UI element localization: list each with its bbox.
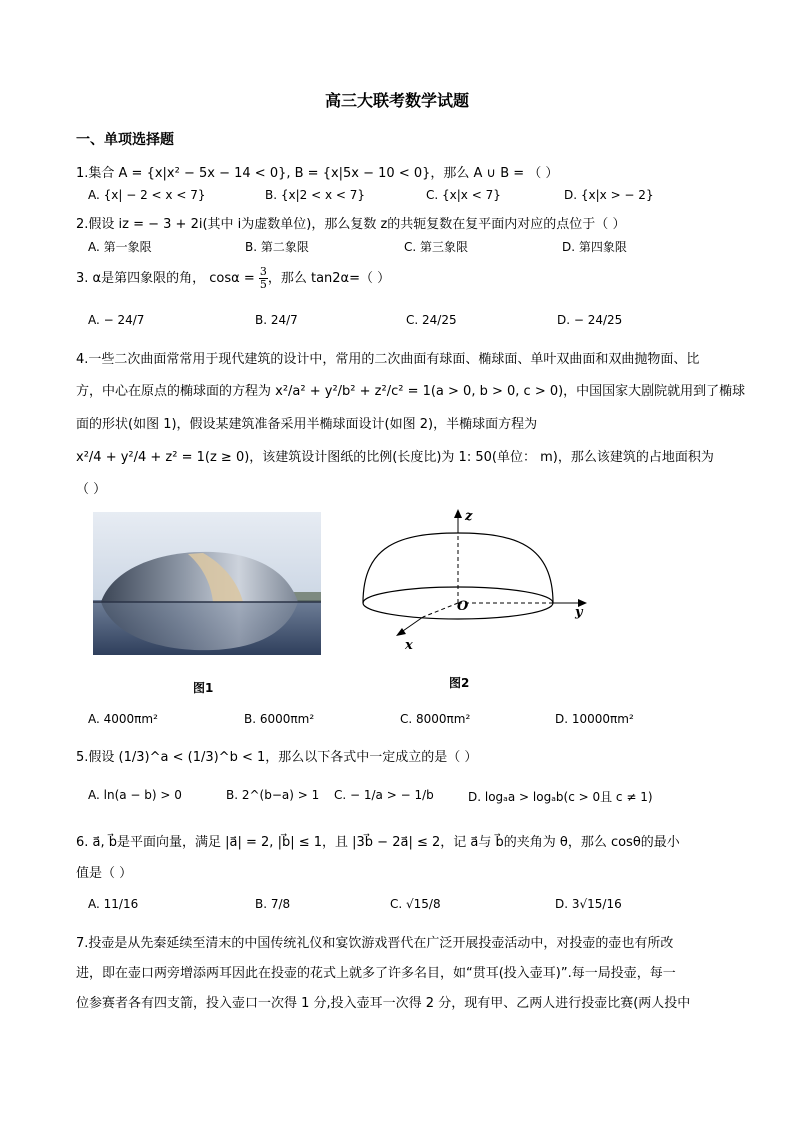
question-5-option-a: A. ln(a − b) > 0: [88, 788, 182, 802]
question-4-line-4: x²/4 + y²/4 + z² = 1(z ≥ 0)，该建筑设计图纸的比例(长度比)为 1: 50(单位： m)，那么该建筑的占地面积为: [76, 450, 714, 465]
question-3-stem: [76, 266, 390, 291]
question-4-line-2: 方，中心在原点的椭球面的方程为 x²/a² + y²/b² + z²/c² = 1(a > 0, b > 0, c > 0)，中国国家大剧院就用到了椭球: [76, 384, 746, 399]
question-4-option-b: B. 6000πm²: [244, 712, 315, 726]
question-3-fraction-num: 3: [259, 265, 267, 278]
question-6-line-2: 值是（ ）: [76, 866, 133, 881]
question-6-option-d: D. 3√15/16: [555, 897, 622, 911]
question-1-stem: 1.集合 A = {x|x² − 5x − 14 < 0}, B = {x|5x − 10 < 0}，那么 A ∪ B = （ ）: [76, 166, 559, 181]
origin-label: O: [457, 599, 469, 614]
question-2-option-a: A. 第一象限: [88, 240, 152, 254]
question-4-option-d: D. 10000πm²: [555, 712, 634, 726]
question-5-stem: 5.假设 (1/3)^a < (1/3)^b < 1，那么以下各式中一定成立的是（ ）: [76, 750, 478, 765]
section-heading: 一、单项选择题: [76, 132, 174, 148]
axis-x-label: x: [405, 638, 413, 653]
question-3-option-d: D. − 24/25: [557, 313, 623, 327]
figure-1-caption: 图1: [193, 681, 214, 695]
question-3-fraction-den: 5: [259, 278, 267, 291]
question-6-option-c: C. √15/8: [390, 897, 441, 911]
question-4-line-5: （ ）: [76, 482, 107, 497]
question-2-stem: 2.假设 iz = − 3 + 2i(其中 i为虚数单位)，那么复数 z的共轭复数在复平面内对应的点位于（ ）: [76, 217, 626, 232]
question-4-line-3: 面的形状(如图 1)，假设某建筑准备采用半椭球面设计(如图 2)，半椭球面方程为: [76, 417, 538, 432]
question-3-fraction: [259, 266, 268, 291]
question-3-option-b: B. 24/7: [255, 313, 298, 327]
question-4-line-1: 4.一些二次曲面常常用于现代建筑的设计中，常用的二次曲面有球面、椭球面、单叶双曲面和双曲抛物面、比: [76, 352, 700, 367]
question-1-option-a: A. {x| − 2 < x < 7}: [88, 188, 206, 202]
question-5-option-d: D. logₐa > logₐb(c > 0且 c ≠ 1): [468, 790, 653, 804]
question-3-option-c: C. 24/25: [406, 313, 457, 327]
axis-z-label: z: [465, 509, 473, 524]
axis-y-label: y: [575, 605, 583, 620]
figure-1-photo: [93, 512, 321, 655]
question-6-line-1: 6. a⃗, b⃗是平面向量，满足 |a⃗| = 2, |b⃗| ≤ 1，且 |3b⃗ − 2a⃗| ≤ 2，记 a⃗与 b⃗的夹角为 θ，那么 cosθ的最小: [76, 835, 680, 850]
question-2-option-d: D. 第四象限: [562, 240, 627, 254]
question-5-option-b: B. 2^(b−a) > 1: [226, 788, 320, 802]
question-4-option-a: A. 4000πm²: [88, 712, 158, 726]
question-1-option-d: D. {x|x > − 2}: [564, 188, 654, 202]
question-6-option-a: A. 11/16: [88, 897, 139, 911]
question-7-line-2: 进，即在壶口两旁增添两耳因此在投壶的花式上就多了许多名目，如“贯耳(投入壶耳)”.每一局投壶，每一: [76, 966, 676, 981]
question-4-option-c: C. 8000πm²: [400, 712, 471, 726]
question-1-option-c: C. {x|x < 7}: [426, 188, 501, 202]
figure-2-diagram: [355, 505, 605, 660]
question-5-option-c: C. − 1/a > − 1/b: [334, 788, 434, 802]
page-title: 高三大联考数学试题: [324, 91, 469, 110]
question-7-line-1: 7.投壶是从先秦延续至清末的中国传统礼仪和宴饮游戏晋代在广泛开展投壶活动中，对投壶的壶也有所改: [76, 936, 674, 951]
question-2-option-c: C. 第三象限: [404, 240, 469, 254]
question-6-option-b: B. 7/8: [255, 897, 291, 911]
question-3-option-a: A. − 24/7: [88, 313, 145, 327]
question-3-stem-pre: 3. α是第四象限的角， cosα =: [76, 271, 259, 286]
figure-2-caption: 图2: [449, 676, 470, 690]
question-7-line-3: 位参赛者各有四支箭，投入壶口一次得 1 分,投入壶耳一次得 2 分，现有甲、乙两人进行投壶比赛(两人投中: [76, 996, 691, 1011]
question-1-option-b: B. {x|2 < x < 7}: [265, 188, 366, 202]
question-2-option-b: B. 第二象限: [245, 240, 309, 254]
question-3-stem-post: ，那么 tan2α=（ ）: [267, 271, 391, 286]
